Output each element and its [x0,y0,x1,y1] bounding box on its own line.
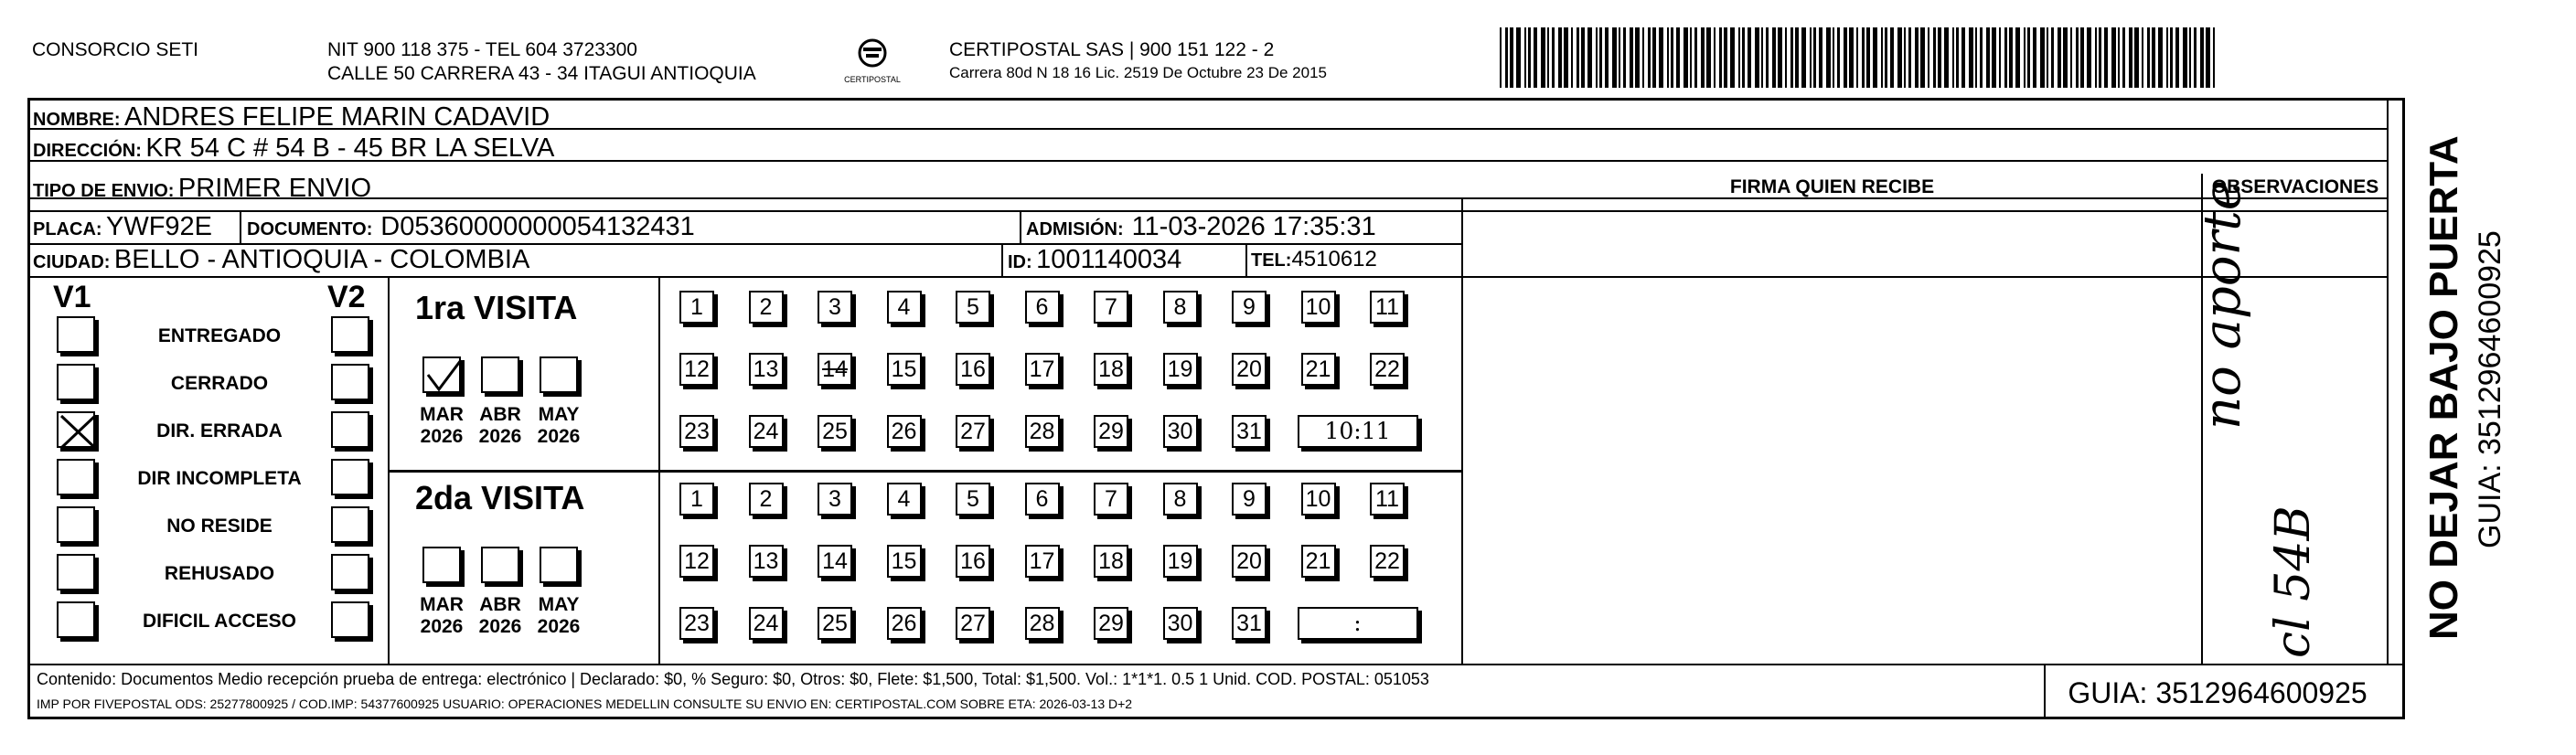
day-cell: 26 [887,415,922,448]
day-cell: 19 [1163,545,1198,578]
handwritten-observation-1: no aporte [2193,180,2252,430]
barcode-bar [1748,27,1751,88]
first-visit-label: 1ra VISITA [415,289,578,326]
barcode-bar [1795,27,1799,88]
barcode-bar [1505,27,1508,88]
company-name: CONSORCIO SETI [32,39,199,60]
logo-text: CERTIPOSTAL [844,75,901,84]
day-cell: 23 [679,607,714,640]
day-cell: 27 [956,607,990,640]
side-guia: GUIA: 3512964600925 [2473,230,2507,548]
barcode-bar [1961,27,1965,88]
v2-checkbox [331,364,369,400]
month-checkbox [481,356,519,393]
day-cell: 8 [1163,483,1198,516]
barcode-bar [2033,27,2036,88]
v2-checkbox [331,316,369,353]
barcode-bar [2129,27,2132,88]
year-label: 2026 [478,426,522,447]
year-label: 2026 [537,426,581,447]
barcode-bar [2152,27,2155,88]
month-checkbox [540,547,578,583]
barcode-bar [2027,27,2030,88]
v1-checkbox [57,554,95,590]
day-cell: 2 [749,291,784,324]
barcode-bar [2122,27,2125,88]
ciudad-cell [33,245,529,275]
barcode-bar [2040,27,2045,88]
no-dejar-warning: NO DEJAR BAJO PUERTA [2421,135,2466,640]
barcode-bar [1790,27,1793,88]
barcode-bar [1849,27,1854,88]
footer-guia: GUIA: 3512964600925 [2068,676,2368,709]
day-cell: 4 [887,291,922,324]
barcode-bar [1844,27,1847,88]
barcode-bar [1885,27,1887,88]
day-cell: 3 [818,483,852,516]
day-cell: 1 [679,483,714,516]
nombre-value: ANDRES FELIPE MARIN CADAVID [124,102,550,132]
day-cell: 6 [1025,483,1060,516]
day-cell: 25 [818,415,852,448]
day-cell: 12 [679,545,714,578]
barcode-bar [2206,27,2210,88]
barcode-bar [1992,27,1996,88]
barcode-bar [2104,27,2108,88]
barcode-bar [2087,27,2091,88]
barcode-bar [1866,27,1870,88]
day-cell: 9 [1232,291,1267,324]
barcode-bar [1667,27,1669,88]
barcode-bar [1724,27,1727,88]
barcode-bar [2175,27,2179,88]
v2-checkbox [331,506,369,543]
barcode-bar [1547,27,1549,88]
barcode-bar [2058,27,2061,88]
day-cell: 15 [887,353,922,386]
id-cell [1008,245,1181,275]
barcode-bar [2070,27,2072,88]
v1-label: V1 [53,280,91,314]
tipo-label: TIPO DE ENVIO: [33,181,175,201]
year-label: 2026 [420,426,464,447]
barcode-bar [1999,27,2001,88]
barcode [1500,27,2222,88]
barcode-bar [1714,27,1716,88]
x-mark-icon [59,413,97,450]
barcode-bar [1856,27,1858,88]
day-cell: 17 [1025,545,1060,578]
month-label: ABR [479,594,521,615]
barcode-bar [2024,27,2026,88]
barcode-bar [1612,27,1617,88]
barcode-bar [1577,27,1579,88]
tipo-row [33,174,371,204]
barcode-bar [1920,27,1925,88]
barcode-bar [1785,27,1787,88]
second-visit-label: 2da VISITA [415,479,585,516]
barcode-bar [1904,27,1906,88]
tel-label: TEL: [1251,250,1292,271]
barcode-bar [1528,27,1531,88]
barcode-bar [2080,27,2084,88]
v2-checkbox [331,601,369,638]
barcode-bar [1801,27,1806,88]
day-cell: 21 [1301,353,1336,386]
day-cell: 26 [887,607,922,640]
barcode-bar [1766,27,1769,88]
barcode-bar [2099,27,2101,88]
day-cell: 1 [679,291,714,324]
barcode-bar [1833,27,1834,88]
barcode-bar [1630,27,1633,88]
certipostal-logo [839,35,905,88]
ciudad-value: BELLO - ANTIOQUIA - COLOMBIA [113,245,530,274]
barcode-bar [2170,27,2173,88]
day-cell: 28 [1025,607,1060,640]
month-checkbox [540,356,578,393]
day-cell: 29 [1094,607,1128,640]
day-cell: 22 [1370,353,1405,386]
barcode-bar [2076,27,2079,88]
barcode-bar [1534,27,1537,88]
day-cell: 14 [818,353,852,386]
day-cell: 18 [1094,353,1128,386]
day-cell: 20 [1232,545,1267,578]
placa-value: YWF92E [106,212,213,241]
status-label: DIR. ERRADA [156,420,283,441]
day-cell: 8 [1163,291,1198,324]
barcode-bar [2015,27,2020,88]
v1-checkbox [57,506,95,543]
barcode-bar [2111,27,2116,88]
nombre-label: NOMBRE: [33,110,121,130]
barcode-bar [1761,27,1763,88]
day-cell: 5 [956,483,990,516]
barcode-bar [2051,27,2054,88]
day-cell: 22 [1370,545,1405,578]
barcode-bar [2194,27,2197,88]
year-label: 2026 [420,616,464,637]
barcode-bar [2166,27,2168,88]
v1-checkbox [57,316,95,353]
barcode-bar [1897,27,1902,88]
barcode-bar [1648,27,1651,88]
day-cell: 13 [749,353,784,386]
barcode-bar [1619,27,1620,88]
direccion-value: KR 54 C # 54 B - 45 BR LA SELVA [145,133,555,163]
barcode-bar [1938,27,1941,88]
day-cell: 24 [749,415,784,448]
barcode-bar [1928,27,1929,88]
barcode-bar [1755,27,1759,88]
admision-label: ADMISIÓN: [1026,219,1124,239]
day-cell: 7 [1094,483,1128,516]
placa-cell [33,212,212,242]
barcode-bar [1944,27,1949,88]
day-cell: 23 [679,415,714,448]
admision-cell [1026,212,1376,242]
day-cell: 15 [887,545,922,578]
barcode-bar [1558,27,1562,88]
barcode-bar [1778,27,1782,88]
barcode-bar [2189,27,2191,88]
day-cell: 31 [1232,607,1267,640]
day-cell: 29 [1094,415,1128,448]
barcode-bar [2200,27,2204,88]
barcode-bar [1956,27,1959,88]
v2-checkbox [331,459,369,495]
day-cell: 31 [1232,415,1267,448]
day-cell: 6 [1025,291,1060,324]
month-label: MAY [538,594,580,615]
status-label: ENTREGADO [157,325,282,346]
barcode-bar [1623,27,1626,88]
barcode-bar [1719,27,1722,88]
month-checkbox [481,547,519,583]
barcode-bar [1635,27,1640,88]
year-label: 2026 [537,616,581,637]
day-cell: 30 [1163,415,1198,448]
direccion-label: DIRECCIÓN: [33,141,142,161]
barcode-bar [1524,27,1526,88]
admision-value: 11-03-2026 17:35:31 [1131,212,1376,241]
barcode-bar [1819,27,1822,88]
month-label: MAR [420,594,464,615]
barcode-bar [2009,27,2013,88]
status-label: REHUSADO [164,563,275,584]
day-cell: 21 [1301,545,1336,578]
day-cell: 14 [818,545,852,578]
barcode-bar [1742,27,1745,88]
barcode-bar [1581,27,1585,88]
day-cell: 16 [956,353,990,386]
barcode-bar [1701,27,1705,88]
v2-checkbox [331,554,369,590]
barcode-bar [2118,27,2120,88]
barcode-bar [1980,27,1983,88]
day-cell: 11 [1370,483,1405,516]
observaciones-label: OBSERVACIONES [2211,176,2379,197]
day-cell: 11 [1370,291,1405,324]
day-cell: 9 [1232,483,1267,516]
v2-checkbox [331,411,369,448]
day-cell: 16 [956,545,990,578]
v1-checkbox [57,364,95,400]
barcode-bar [1881,27,1883,88]
time-box: : [1298,607,1418,640]
day-cell: 10 [1301,483,1336,516]
day-cell: 7 [1094,291,1128,324]
day-cell: 18 [1094,545,1128,578]
barcode-bar [1676,27,1680,88]
status-label: DIR INCOMPLETA [137,468,302,489]
barcode-bar [1642,27,1644,88]
barcode-bar [1605,27,1609,88]
handwritten-observation-2: cl 54B [2266,505,2321,658]
barcode-bar [1915,27,1919,88]
firma-label: FIRMA QUIEN RECIBE [1729,176,1935,197]
barcode-bar [1975,27,1977,88]
barcode-bar [1890,27,1894,88]
barcode-bar [1873,27,1877,88]
barcode-bar [2095,27,2097,88]
documento-label: DOCUMENTO: [247,219,373,239]
day-cell: 2 [749,483,784,516]
barcode-bar [2183,27,2187,88]
barcode-bar [1552,27,1555,88]
certipostal-name: CERTIPOSTAL SAS | 900 151 122 - 2 [949,39,1275,60]
month-label: ABR [479,404,521,425]
barcode-bar [1694,27,1697,88]
month-checkbox [422,547,461,583]
barcode-bar [1908,27,1911,88]
barcode-bar [1933,27,1936,88]
month-label: MAR [420,404,464,425]
id-label: ID: [1008,252,1032,272]
barcode-bar [1599,27,1602,88]
month-checkbox [422,356,461,393]
day-cell: 4 [887,483,922,516]
day-cell: 24 [749,607,784,640]
v1-checkbox [57,459,95,495]
check-mark-icon [424,358,463,395]
day-cell: 28 [1025,415,1060,448]
v2-label: V2 [327,280,366,314]
day-cell: 13 [749,545,784,578]
barcode-bar [1564,27,1568,88]
day-cell: 20 [1232,353,1267,386]
barcode-bar [1659,27,1663,88]
day-cell: 19 [1163,353,1198,386]
status-label: DIFICIL ACCESO [142,611,296,632]
barcode-bar [2142,27,2143,88]
day-cell: 17 [1025,353,1060,386]
status-label: CERRADO [170,373,269,394]
footer-imp-line: IMP POR FIVEPOSTAL ODS: 25277800925 / COD.IMP: 54377600925 USUARIO: OPERACIONES MEDELLIN CONSULTE SU ENVIO EN: CERTIPOSTAL.COM SOBRE ETA: 2026-03-13 D+2 [37,697,1133,711]
id-value: 1001140034 [1036,245,1182,274]
nit-line: NIT 900 118 375 - TEL 604 3723300 [327,39,637,60]
v1-checkbox [57,411,95,448]
barcode-bar [1587,27,1592,88]
barcode-bar [2147,27,2150,88]
day-cell: 10 [1301,291,1336,324]
documento-cell [247,212,695,242]
certipostal-address: Carrera 80d N 18 16 Lic. 2519 De Octubre 23 De 2015 [949,64,1327,81]
barcode-bar [2063,27,2068,88]
ciudad-label: CIUDAD: [33,252,111,272]
barcode-bar [1652,27,1656,88]
month-label: MAY [538,404,580,425]
barcode-bar [1671,27,1673,88]
time-box: 10:11 [1298,415,1418,448]
documento-value: D05360000000054132431 [380,212,695,241]
barcode-bar [1837,27,1840,88]
barcode-bar [1813,27,1816,88]
day-cell: 27 [956,415,990,448]
barcode-bar [1683,27,1688,88]
barcode-bar [1730,27,1735,88]
barcode-bar [2047,27,2048,88]
barcode-bar [1772,27,1776,88]
barcode-bar [1952,27,1954,88]
direccion-row [33,133,554,164]
nombre-row [33,102,550,133]
year-label: 2026 [478,616,522,637]
barcode-bar [1862,27,1865,88]
barcode-bar [1986,27,1990,88]
v1-checkbox [57,601,95,638]
barcode-bar [1571,27,1573,88]
day-cell: 30 [1163,607,1198,640]
footer-contenido: Contenido: Documentos Medio recepción prueba de entrega: electrónico | Declarado: $0, % Seguro: $0, Otros: $0, Flete: $1,500, Total: $1,500. Vol.: 1*1*1. 0.5 1 Unid. COD. POSTAL: 051053 [37,670,1429,688]
barcode-bar [2004,27,2007,88]
day-cell: 12 [679,353,714,386]
barcode-bar [1810,27,1812,88]
tel-value: 4510612 [1291,247,1377,271]
day-cell: 25 [818,607,852,640]
barcode-bar [1516,27,1521,88]
tel-cell [1251,247,1377,272]
day-cell: 5 [956,291,990,324]
day-cell: 3 [818,291,852,324]
barcode-bar [1738,27,1740,88]
barcode-bar [1706,27,1711,88]
barcode-bar [2134,27,2139,88]
barcode-bar [1826,27,1831,88]
address-line: CALLE 50 CARRERA 43 - 34 ITAGUI ANTIOQUIA [327,63,756,84]
placa-label: PLACA: [33,219,102,239]
barcode-bar [2213,27,2215,88]
barcode-bar [1500,27,1502,88]
barcode-bar [1969,27,1973,88]
status-label: NO RESIDE [166,516,273,537]
barcode-bar [1690,27,1692,88]
tipo-value: PRIMER ENVIO [177,174,372,203]
barcode-bar [1510,27,1513,88]
barcode-bar [1596,27,1598,88]
barcode-bar [2158,27,2163,88]
barcode-bar [1541,27,1545,88]
